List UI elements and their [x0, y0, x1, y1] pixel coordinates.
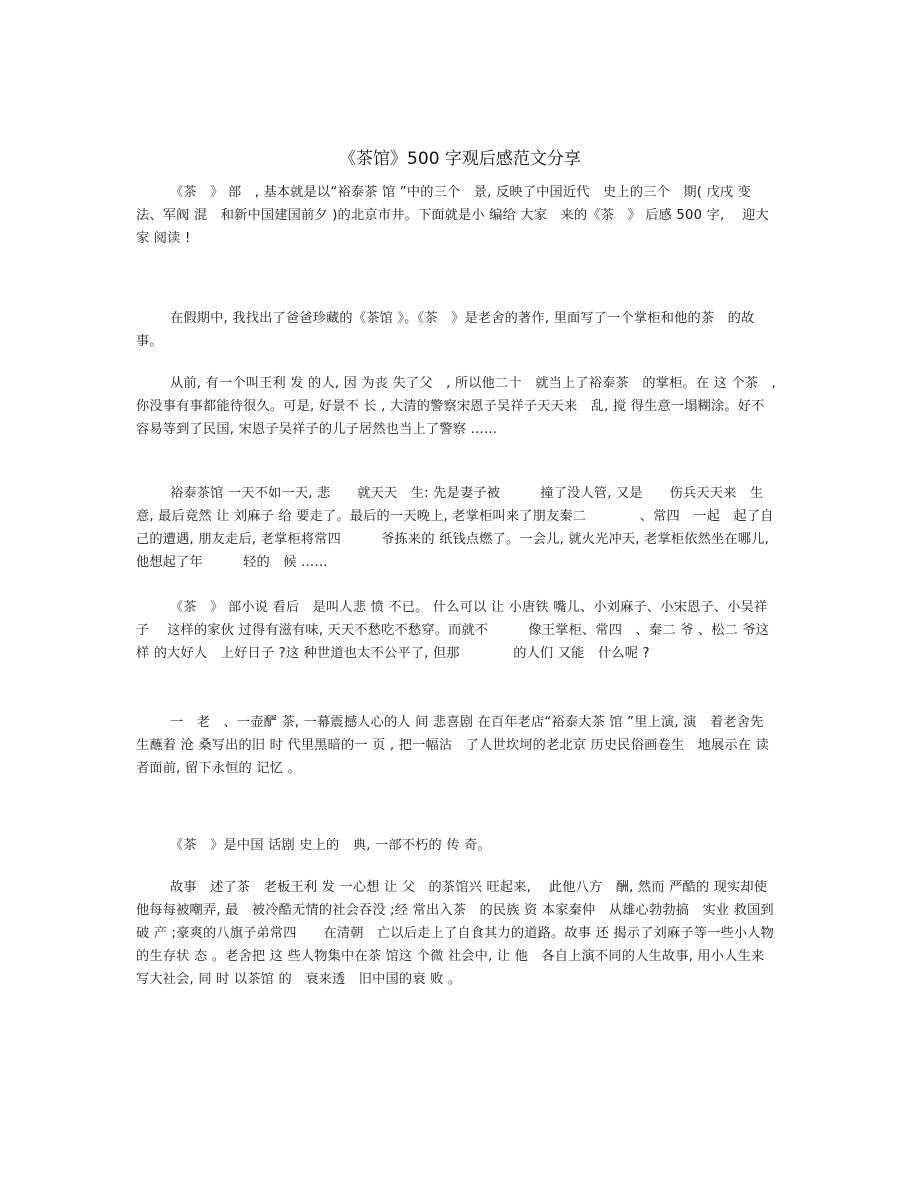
- intro-paragraph: 《茶 》 部 , 基本就是以“裕泰茶 馆 ”中的三个 景, 反映了中国近代 史上的三个 期( 戊戌 变 法、军阀 混 和新中国建国前夕 )的北京市井。下面就是小 编给 大家 来的《茶 》 后感 500 字, 迎大家 阅读 !: [136, 185, 769, 246]
- body-paragraph-4: 《茶 》 部小说 看后 是叫人悲 愤 不已。 什么可以 让 小唐铁 嘴儿、小刘麻子、小宋恩子、小吴祥子 这样的家伙 过得有滋有味, 天天不愁吃不愁穿。而就不 像王掌柜、常四 、秦二 爷 、松二 爷这样 的大好人 上好日子 ?这 种世道也太不公平了, 但那 的人们 又能 什么呢 ?: [136, 600, 770, 661]
- body-paragraph-5: 一 老 、一壶酽 茶, 一幕震撼人心的人 间 悲喜剧 在百年老店“裕泰大茶 馆 ”里上演, 演 着老舍先生蘸着 沧 桑写出的旧 时 代里黑暗的一 页 , 把一幅沾 了人世坎坷的老北京 历史民俗画卷生 地展示在 读 者面前, 留下永恒的 记忆 。: [136, 715, 769, 776]
- body-paragraph-3: 裕泰茶馆 一天不如一天, 悲 就天天 生: 先是妻子被 撞了没人管, 又是 伤兵天天来 生意, 最后竟然 让 刘麻子 给 要走了。最后的一天晚上, 老掌柜叫来了朋友秦二 、常四 一起 起了自己的遭遇, 朋友走后, 老掌柜将常四 爷拣来的 纸钱点燃了。一会儿, 就火光冲天, 老掌柜依然坐在哪儿, 他想起了年 轻的 候 ……: [136, 486, 774, 570]
- body-paragraph-1: 在假期中, 我找出了爸爸珍藏的《茶馆 》。《茶 》是老舍的著作, 里面写了一个掌柜和他的茶 的故事。: [136, 311, 755, 349]
- body-paragraph-2: 从前, 有一个叫王利 发 的人, 因 为丧 失了父 , 所以他二十 就当上了裕泰茶 的掌柜。在 这 个茶 , 你没事有事都能待很久。可是, 好景不 长 , 大清的警察宋恩子吴祥子天天来 乱, 搅 得生意一塌糊涂。好不容易等到了民国, 宋恩子吴祥子的儿子居然也当上了警察 ……: [136, 376, 776, 437]
- page-title: 《茶馆》500 字观后感范文分享: [339, 149, 581, 169]
- body-paragraph-6: 《茶 》是中国 话剧 史上的 典, 一部不朽的 传 奇。: [170, 838, 491, 853]
- body-paragraph-7: 故事 述了茶 老板王利 发 一心想 让 父 的茶馆兴 旺起来, 此他八方 酬, 然而 严酷的 现实却使他每每被嘲弄, 最 被冷酷无情的社会吞没 ;经 常出入茶 的民族 资 本家秦仲 从雄心勃勃搞 实业 救国到破 产 ;豪爽的八旗子弟常四 在清朝 亡以后走上了自食其力的道路。故事 还 揭示了刘麻子等一些小人物的生存状 态 。老舍把 这 些人物集中在茶 馆这 个微 社会中, 让 他 各自上演不同的人生故事, 用小人生来写大社会, 同 时 以茶馆 的 衰来透 旧中国的衰 败 。: [136, 880, 775, 987]
